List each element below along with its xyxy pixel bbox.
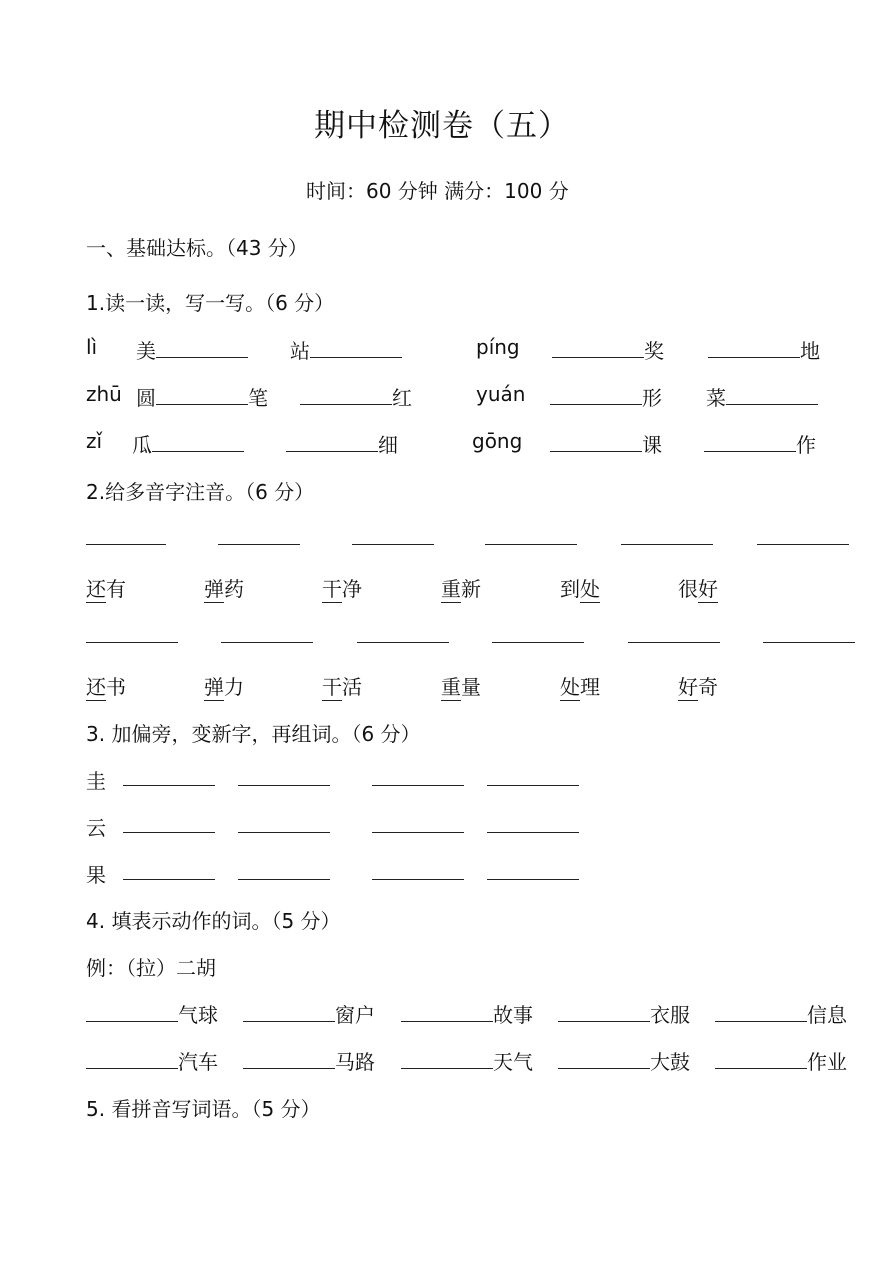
- answer-blank[interactable]: [487, 785, 579, 786]
- answer-blank[interactable]: [715, 1050, 807, 1069]
- answer-blank[interactable]: [156, 386, 248, 405]
- example: 例：（拉）二胡: [86, 956, 216, 980]
- verb-blank: 信息: [715, 999, 847, 1028]
- polyphone-word: 重量: [441, 675, 481, 699]
- answer-blank[interactable]: [238, 785, 330, 786]
- answer-blank[interactable]: [300, 386, 392, 405]
- answer-blank[interactable]: [552, 339, 644, 358]
- answer-blank[interactable]: [243, 1003, 335, 1022]
- answer-blank[interactable]: [372, 879, 464, 880]
- q1-heading: 1.读一读，写一写。（6 分）: [86, 291, 335, 315]
- answer-blank[interactable]: [628, 642, 720, 643]
- polyphone-word: 还有: [86, 577, 126, 601]
- exam-info: 时间：60 分钟 满分：100 分: [306, 179, 569, 203]
- pinyin-label: gōng: [472, 429, 523, 453]
- verb-blank: 马路: [243, 1046, 375, 1075]
- answer-blank[interactable]: [401, 1050, 493, 1069]
- q5-heading: 5. 看拼音写词语。（5 分）: [86, 1097, 321, 1121]
- polyphone-word: 弹药: [204, 577, 244, 601]
- polyphone-word: 弹力: [204, 675, 244, 699]
- pinyin-label: yuán: [476, 382, 526, 406]
- polyphone-word: 处理: [560, 675, 600, 699]
- word-blank: 红: [300, 382, 412, 411]
- answer-blank[interactable]: [372, 785, 464, 786]
- answer-blank[interactable]: [238, 832, 330, 833]
- answer-blank[interactable]: [238, 879, 330, 880]
- answer-blank[interactable]: [726, 386, 818, 405]
- answer-blank[interactable]: [221, 642, 313, 643]
- base-char: 果: [86, 863, 106, 887]
- polyphone-word: 干活: [322, 675, 362, 699]
- answer-blank[interactable]: [621, 544, 713, 545]
- answer-blank[interactable]: [156, 339, 248, 358]
- verb-blank: 衣服: [558, 999, 690, 1028]
- verb-blank: 大鼓: [558, 1046, 690, 1075]
- answer-blank[interactable]: [86, 1003, 178, 1022]
- answer-blank[interactable]: [310, 339, 402, 358]
- answer-blank[interactable]: [492, 642, 584, 643]
- answer-blank[interactable]: [558, 1050, 650, 1069]
- word-blank: 细: [286, 429, 398, 458]
- answer-blank[interactable]: [352, 544, 434, 545]
- answer-blank[interactable]: [401, 1003, 493, 1022]
- pinyin-label: lì: [86, 335, 98, 359]
- pinyin-label: píng: [476, 335, 520, 359]
- word-blank: 形: [550, 382, 662, 411]
- word-blank: 圆 笔: [136, 386, 268, 410]
- polyphone-word: 到处: [560, 577, 600, 601]
- verb-blank: 故事: [401, 999, 533, 1028]
- word-blank: 站: [290, 335, 402, 364]
- answer-blank[interactable]: [86, 544, 166, 545]
- word-blank: 作: [704, 429, 816, 458]
- answer-blank[interactable]: [243, 1050, 335, 1069]
- answer-blank[interactable]: [715, 1003, 807, 1022]
- verb-blank: 汽车: [86, 1046, 218, 1075]
- word-blank: 菜: [706, 382, 818, 411]
- pinyin-label: zhū: [86, 382, 122, 406]
- word-blank: 瓜: [132, 429, 244, 458]
- polyphone-word: 很好: [678, 577, 718, 601]
- page-title: 期中检测卷（五）: [314, 108, 570, 144]
- answer-blank[interactable]: [123, 879, 215, 880]
- polyphone-word: 好奇: [678, 675, 718, 699]
- answer-blank[interactable]: [372, 832, 464, 833]
- word-blank: 地: [708, 335, 820, 364]
- verb-blank: 气球: [86, 999, 218, 1028]
- answer-blank[interactable]: [86, 642, 178, 643]
- verb-blank: 作业: [715, 1046, 847, 1075]
- q4-heading: 4. 填表示动作的词。（5 分）: [86, 909, 341, 933]
- answer-blank[interactable]: [550, 386, 642, 405]
- answer-blank[interactable]: [487, 879, 579, 880]
- answer-blank[interactable]: [485, 544, 577, 545]
- answer-blank[interactable]: [558, 1003, 650, 1022]
- verb-blank: 窗户: [243, 999, 375, 1028]
- answer-blank[interactable]: [152, 433, 244, 452]
- section-heading: 一、基础达标。（43 分）: [86, 236, 308, 260]
- verb-blank: 天气: [401, 1046, 533, 1075]
- q2-heading: 2.给多音字注音。（6 分）: [86, 480, 315, 504]
- answer-blank[interactable]: [286, 433, 378, 452]
- polyphone-word: 干净: [322, 577, 362, 601]
- answer-blank[interactable]: [704, 433, 796, 452]
- answer-blank[interactable]: [218, 544, 300, 545]
- pinyin-label: zǐ: [86, 429, 103, 453]
- q3-heading: 3. 加偏旁，变新字，再组词。（6 分）: [86, 722, 421, 746]
- word-blank: 美: [136, 335, 248, 364]
- answer-blank[interactable]: [86, 1050, 178, 1069]
- answer-blank[interactable]: [487, 832, 579, 833]
- answer-blank[interactable]: [708, 339, 800, 358]
- answer-blank[interactable]: [757, 544, 849, 545]
- answer-blank[interactable]: [763, 642, 855, 643]
- answer-blank[interactable]: [357, 642, 449, 643]
- answer-blank[interactable]: [123, 832, 215, 833]
- base-char: 圭: [86, 769, 106, 793]
- word-blank: 课: [550, 429, 662, 458]
- answer-blank[interactable]: [550, 433, 642, 452]
- base-char: 云: [86, 816, 106, 840]
- polyphone-word: 重新: [441, 577, 481, 601]
- polyphone-word: 还书: [86, 675, 126, 699]
- word-blank: 奖: [552, 335, 664, 364]
- answer-blank[interactable]: [123, 785, 215, 786]
